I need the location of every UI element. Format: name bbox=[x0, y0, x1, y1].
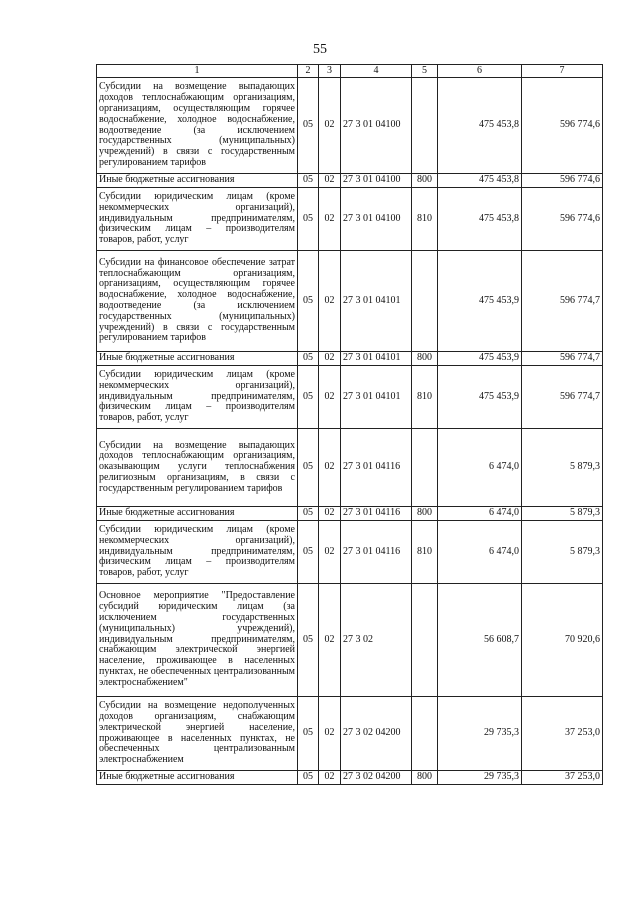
row-amount-1: 475 453,8 bbox=[438, 174, 522, 188]
row-section: 05 bbox=[298, 697, 319, 771]
table-row bbox=[97, 78, 603, 174]
row-amount-2: 70 920,6 bbox=[522, 584, 603, 697]
table-row bbox=[97, 771, 603, 785]
row-description: Иные бюджетные ассигнования bbox=[97, 352, 298, 366]
header-col-2: 2 bbox=[298, 65, 319, 78]
row-amount-1: 6 474,0 bbox=[438, 521, 522, 584]
row-expense-type bbox=[412, 78, 438, 174]
table-row bbox=[97, 697, 603, 771]
header-col-1: 1 bbox=[97, 65, 298, 78]
table-row bbox=[97, 251, 603, 352]
row-target-code: 27 3 01 04101 bbox=[341, 251, 412, 352]
row-amount-1: 475 453,8 bbox=[438, 188, 522, 251]
row-amount-2: 596 774,7 bbox=[522, 251, 603, 352]
row-target-code: 27 3 01 04101 bbox=[341, 352, 412, 366]
row-subsection: 02 bbox=[319, 352, 341, 366]
row-amount-2: 5 879,3 bbox=[522, 507, 603, 521]
row-description: Основное мероприятие "Предоставление субсидий юридическим лицам (за исключением государственных (муниципальных) учреждений), индивидуальным предпринимателям, снабжающим электрической энергией население, проживающее в населенных пунктах, не обеспеченных централизованным электроснабжением" bbox=[97, 584, 298, 697]
row-section: 05 bbox=[298, 366, 319, 429]
row-description: Иные бюджетные ассигнования bbox=[97, 771, 298, 785]
row-target-code: 27 3 01 04100 bbox=[341, 188, 412, 251]
row-amount-1: 475 453,8 bbox=[438, 78, 522, 174]
table-row bbox=[97, 429, 603, 507]
row-target-code: 27 3 02 04200 bbox=[341, 697, 412, 771]
row-amount-1: 475 453,9 bbox=[438, 366, 522, 429]
row-amount-2: 596 774,6 bbox=[522, 188, 603, 251]
row-description: Субсидии юридическим лицам (кроме некоммерческих организаций), индивидуальным предпринимателям, физическим лицам – производителям товаров, работ, услуг bbox=[97, 521, 298, 584]
row-subsection: 02 bbox=[319, 584, 341, 697]
row-amount-2: 37 253,0 bbox=[522, 771, 603, 785]
table-row bbox=[97, 174, 603, 188]
row-section: 05 bbox=[298, 78, 319, 174]
row-description: Субсидии на возмещение недополученных доходов организациям, снабжающим электрической энергией население, проживающее в населенных пунктах, не обеспеченных централизованным электроснабжением bbox=[97, 697, 298, 771]
table-row bbox=[97, 188, 603, 251]
row-amount-1: 56 608,7 bbox=[438, 584, 522, 697]
row-expense-type: 800 bbox=[412, 352, 438, 366]
table-row bbox=[97, 507, 603, 521]
budget-table bbox=[96, 64, 603, 785]
row-description: Субсидии юридическим лицам (кроме некоммерческих организаций), индивидуальным предпринимателям, физическим лицам – производителям товаров, работ, услуг bbox=[97, 366, 298, 429]
row-section: 05 bbox=[298, 352, 319, 366]
row-expense-type bbox=[412, 251, 438, 352]
row-amount-2: 596 774,6 bbox=[522, 78, 603, 174]
header-col-6: 6 bbox=[438, 65, 522, 78]
row-subsection: 02 bbox=[319, 188, 341, 251]
row-amount-1: 475 453,9 bbox=[438, 352, 522, 366]
table-row bbox=[97, 521, 603, 584]
row-expense-type: 800 bbox=[412, 771, 438, 785]
row-amount-1: 29 735,3 bbox=[438, 771, 522, 785]
row-section: 05 bbox=[298, 507, 319, 521]
row-expense-type: 810 bbox=[412, 188, 438, 251]
row-subsection: 02 bbox=[319, 366, 341, 429]
header-row bbox=[97, 65, 603, 78]
row-section: 05 bbox=[298, 584, 319, 697]
page-number: 55 bbox=[313, 42, 327, 57]
row-subsection: 02 bbox=[319, 697, 341, 771]
row-subsection: 02 bbox=[319, 78, 341, 174]
row-expense-type: 810 bbox=[412, 366, 438, 429]
row-amount-1: 6 474,0 bbox=[438, 429, 522, 507]
row-subsection: 02 bbox=[319, 507, 341, 521]
row-expense-type bbox=[412, 697, 438, 771]
table-row bbox=[97, 366, 603, 429]
row-expense-type: 800 bbox=[412, 174, 438, 188]
row-description: Субсидии на финансовое обеспечение затрат теплоснабжающим организациям, организациям, осуществляющим горячее водоснабжение, холодное водоснабжение, водоотведение (за исключением государственных (муниципальных) учреждений) в связи с государственным регулированием тарифов bbox=[97, 251, 298, 352]
row-target-code: 27 3 01 04100 bbox=[341, 174, 412, 188]
row-subsection: 02 bbox=[319, 521, 341, 584]
row-target-code: 27 3 02 bbox=[341, 584, 412, 697]
row-amount-2: 5 879,3 bbox=[522, 521, 603, 584]
row-subsection: 02 bbox=[319, 429, 341, 507]
row-target-code: 27 3 02 04200 bbox=[341, 771, 412, 785]
row-section: 05 bbox=[298, 429, 319, 507]
row-description: Субсидии юридическим лицам (кроме некоммерческих организаций), индивидуальным предпринимателям, физическим лицам – производителям товаров, работ, услуг bbox=[97, 188, 298, 251]
row-target-code: 27 3 01 04116 bbox=[341, 521, 412, 584]
row-expense-type bbox=[412, 429, 438, 507]
row-target-code: 27 3 01 04116 bbox=[341, 429, 412, 507]
row-subsection: 02 bbox=[319, 174, 341, 188]
row-description: Субсидии на возмещение выпадающих доходов теплоснабжающим организациям, оказывающим услуги теплоснабжения религиозным организациям, в связи с государственным регулированием тарифов bbox=[97, 429, 298, 507]
table-row bbox=[97, 352, 603, 366]
row-description: Иные бюджетные ассигнования bbox=[97, 507, 298, 521]
row-description: Иные бюджетные ассигнования bbox=[97, 174, 298, 188]
row-expense-type: 800 bbox=[412, 507, 438, 521]
row-section: 05 bbox=[298, 174, 319, 188]
header-col-7: 7 bbox=[522, 65, 603, 78]
row-amount-2: 596 774,6 bbox=[522, 174, 603, 188]
row-amount-2: 596 774,7 bbox=[522, 366, 603, 429]
table-row bbox=[97, 584, 603, 697]
row-amount-1: 29 735,3 bbox=[438, 697, 522, 771]
row-target-code: 27 3 01 04116 bbox=[341, 507, 412, 521]
row-subsection: 02 bbox=[319, 251, 341, 352]
row-amount-1: 475 453,9 bbox=[438, 251, 522, 352]
row-target-code: 27 3 01 04101 bbox=[341, 366, 412, 429]
row-amount-1: 6 474,0 bbox=[438, 507, 522, 521]
row-section: 05 bbox=[298, 188, 319, 251]
row-description: Субсидии на возмещение выпадающих доходов теплоснабжающим организациям, организациям, осуществляющим горячее водоснабжение, холодное водоснабжение, водоотведение (за исключением государственных (муниципальных) учреждений) в связи с государственным регулированием тарифов bbox=[97, 78, 298, 174]
row-target-code: 27 3 01 04100 bbox=[341, 78, 412, 174]
row-amount-2: 596 774,7 bbox=[522, 352, 603, 366]
row-section: 05 bbox=[298, 251, 319, 352]
row-amount-2: 37 253,0 bbox=[522, 697, 603, 771]
header-col-3: 3 bbox=[319, 65, 341, 78]
row-expense-type: 810 bbox=[412, 521, 438, 584]
header-col-5: 5 bbox=[412, 65, 438, 78]
row-subsection: 02 bbox=[319, 771, 341, 785]
row-section: 05 bbox=[298, 771, 319, 785]
header-col-4: 4 bbox=[341, 65, 412, 78]
row-section: 05 bbox=[298, 521, 319, 584]
row-amount-2: 5 879,3 bbox=[522, 429, 603, 507]
row-expense-type bbox=[412, 584, 438, 697]
